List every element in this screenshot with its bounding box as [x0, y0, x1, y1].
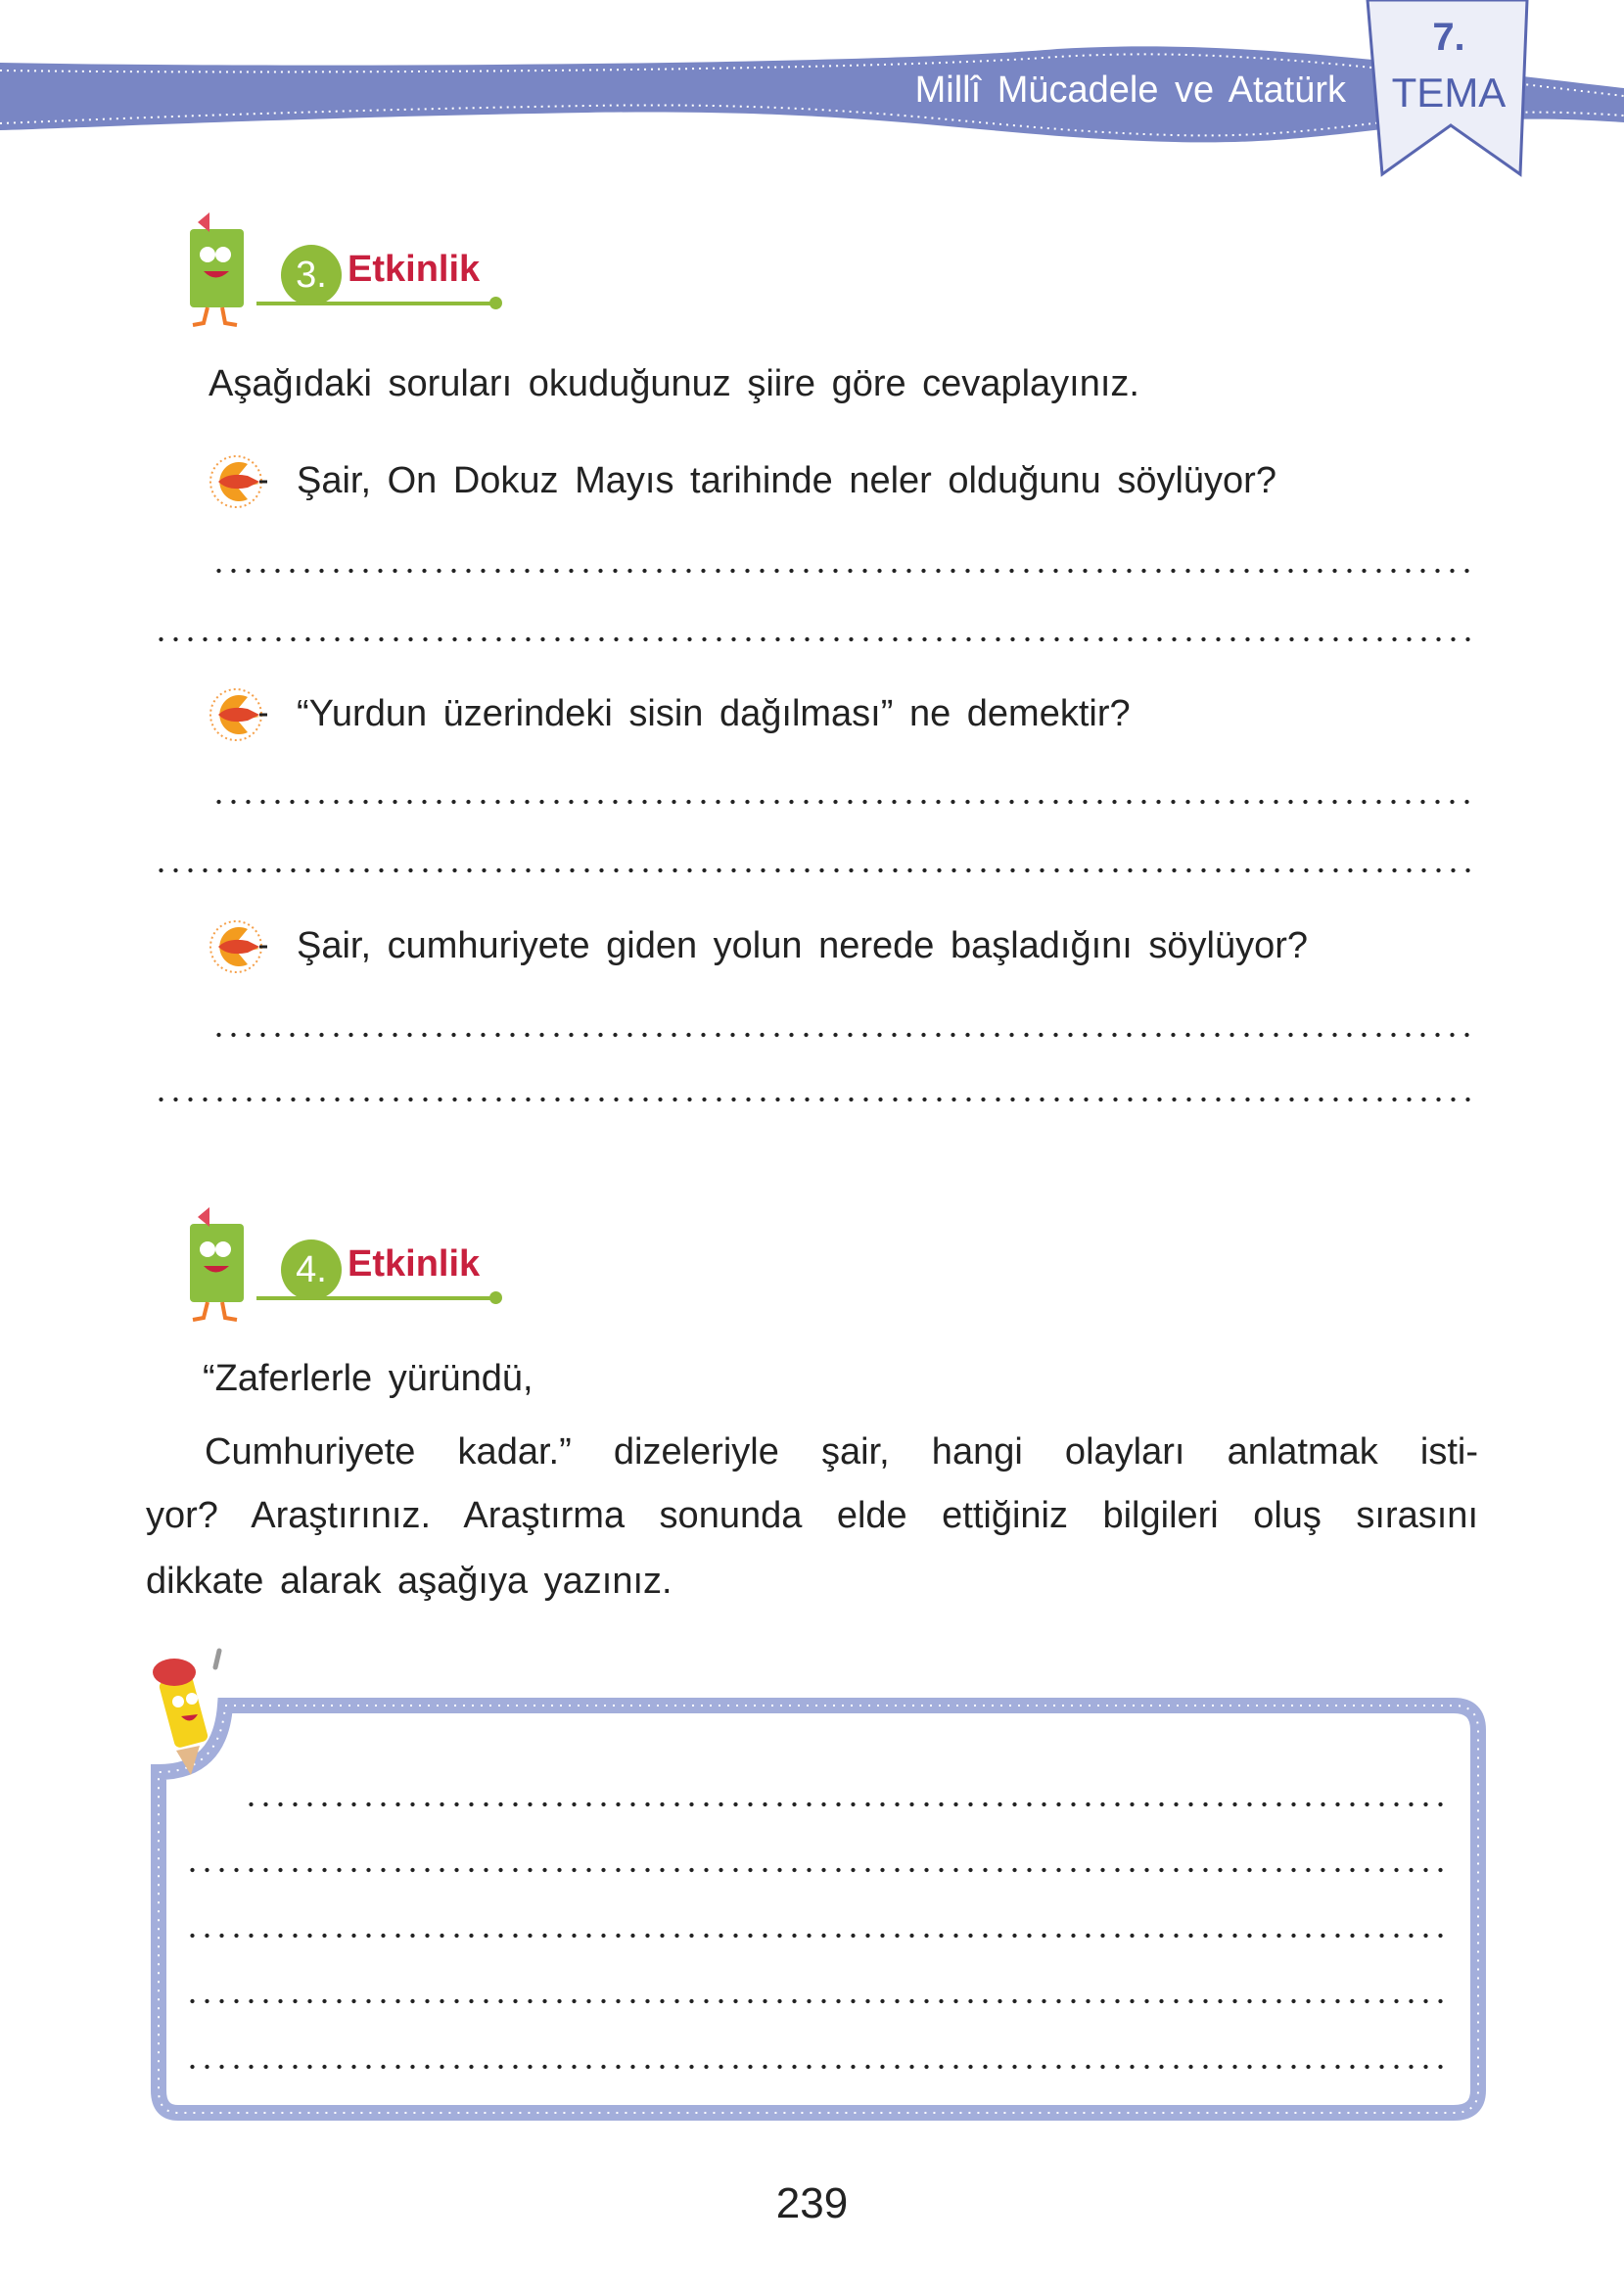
page-number: 239	[775, 2179, 849, 2227]
answer-line[interactable]	[211, 568, 1478, 574]
pencil-mascot-icon	[137, 1648, 245, 1775]
instruction: Aşağıdaki soruları okuduğunuz şiire göre cevaplayınız.	[209, 363, 1139, 404]
question-text: Şair, On Dokuz Mayıs tarihinde neler olduğunu söylüyor?	[297, 460, 1276, 502]
activity-number: 4.	[281, 1239, 342, 1300]
pencil-bullet-icon	[209, 454, 271, 509]
answer-line[interactable]	[211, 1032, 1478, 1038]
activity-number: 3.	[281, 245, 342, 305]
question-2	[209, 687, 1131, 742]
answer-line[interactable]	[154, 867, 1478, 873]
writing-box-frame	[137, 1645, 1498, 2134]
activity-label: Etkinlik	[348, 249, 481, 290]
question-text: “Yurdun üzerindeki sisin dağılması” ne demektir?	[297, 693, 1131, 735]
writing-line[interactable]	[244, 1801, 1443, 1807]
paragraph-line: Cumhuriyete kadar.” dizeleriyle şair, hangi olayları anlatmak isti-	[205, 1431, 1478, 1473]
answer-line[interactable]	[154, 1097, 1478, 1102]
pencil-bullet-icon	[209, 919, 271, 974]
book-mascot-icon	[168, 208, 266, 330]
writing-line[interactable]	[185, 1867, 1443, 1873]
question-1	[209, 454, 1276, 509]
header-title: Millî Mücadele ve Atatürk	[914, 70, 1346, 111]
answer-line[interactable]	[154, 636, 1478, 642]
activity-4-heading	[168, 1202, 501, 1320]
poem-line: “Zaferlerle yüründü,	[203, 1358, 534, 1399]
writing-line[interactable]	[185, 2064, 1443, 2070]
question-3	[209, 919, 1308, 974]
pencil-bullet-icon	[209, 687, 271, 742]
writing-line[interactable]	[185, 1933, 1443, 1939]
paragraph-line: yor? Araştırınız. Araştırma sonunda elde ettiğiniz bilgileri oluş sırasını	[146, 1495, 1478, 1536]
theme-number: 7.	[1432, 16, 1465, 59]
activity-label: Etkinlik	[348, 1243, 481, 1285]
activity-3-heading	[168, 208, 501, 325]
book-mascot-icon	[168, 1202, 266, 1325]
writing-line[interactable]	[185, 1998, 1443, 2004]
theme-label: TEMA	[1391, 70, 1507, 116]
paragraph-line: dikkate alarak aşağıya yazınız.	[146, 1561, 673, 1602]
question-text: Şair, cumhuriyete giden yolun nerede başladığını söylüyor?	[297, 925, 1309, 967]
answer-line[interactable]	[211, 799, 1478, 805]
